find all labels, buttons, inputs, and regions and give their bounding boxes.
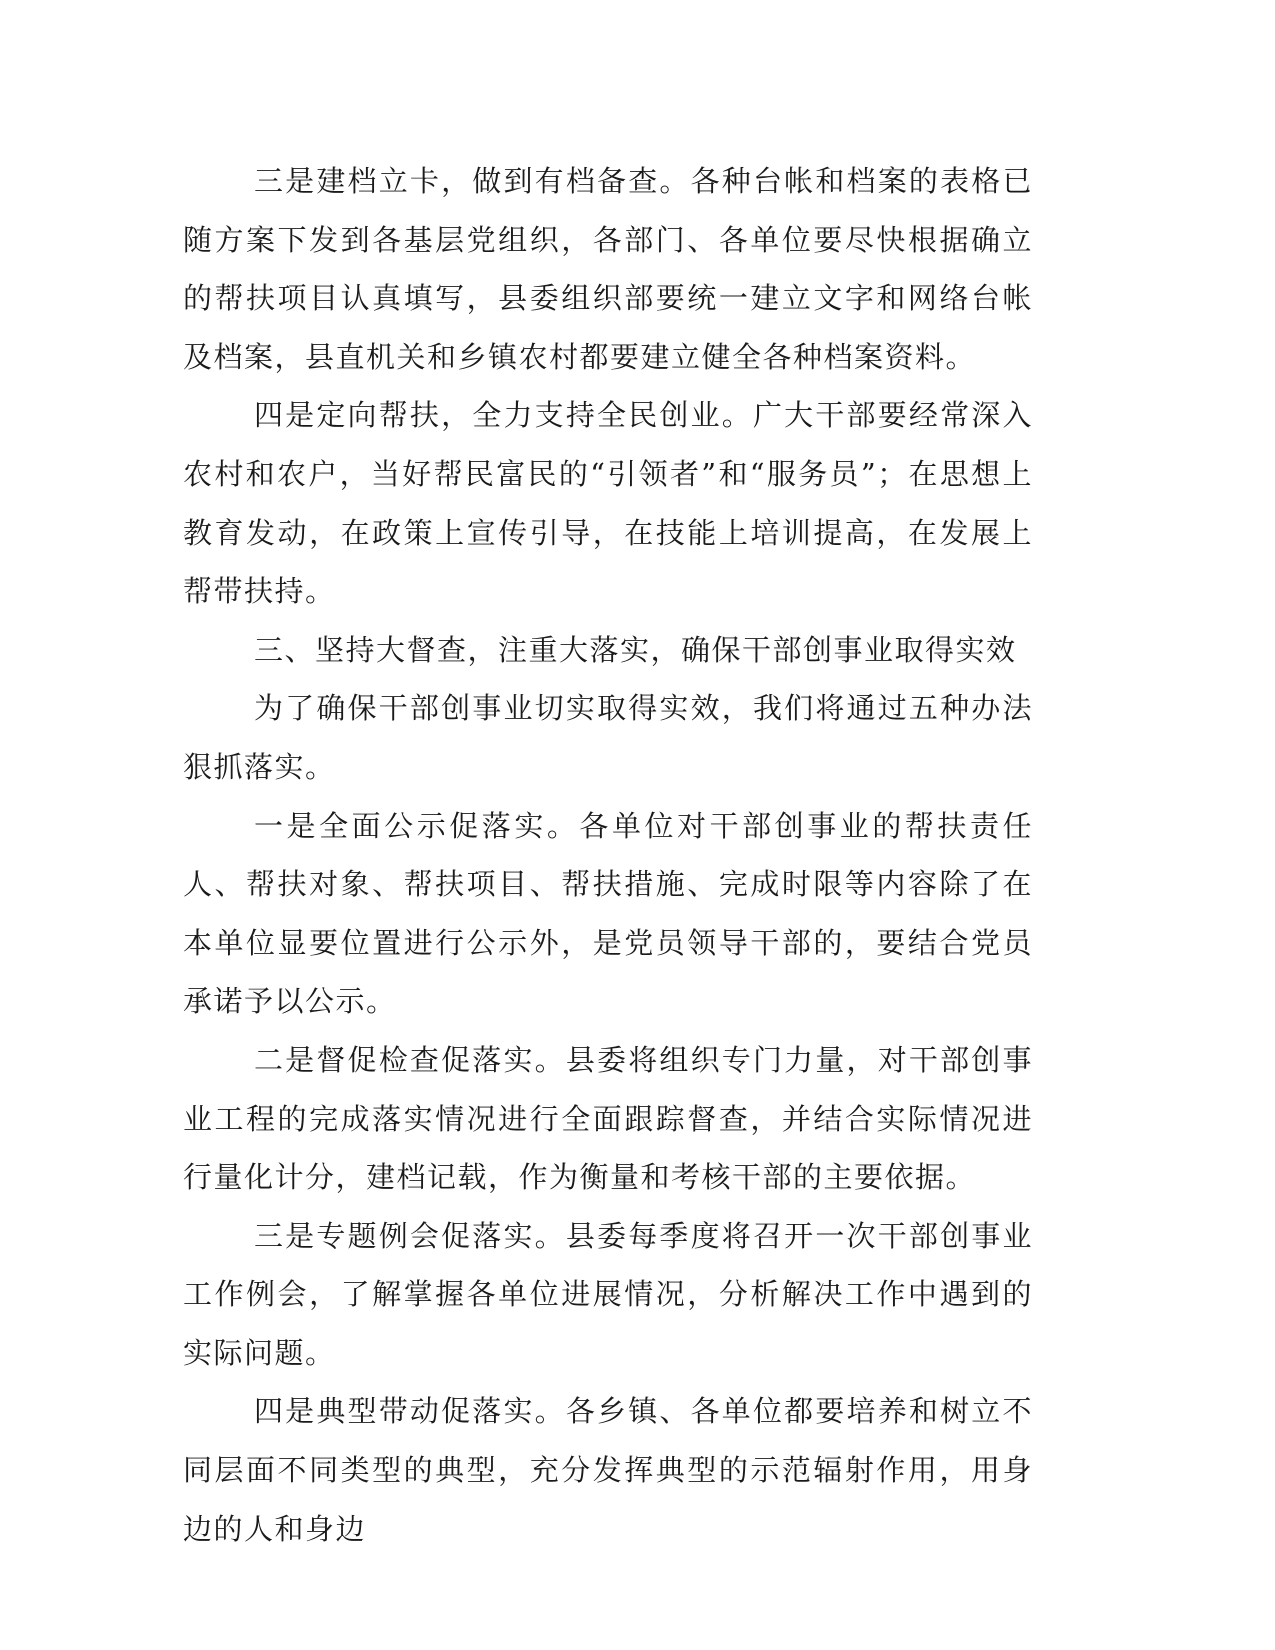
paragraph-five-methods: 为了确保干部创事业切实取得实效，我们将通过五种办法狠抓落实。 bbox=[183, 691, 1033, 784]
section-heading-supervision: 三、坚持大督查，注重大落实，确保干部创事业取得实效 bbox=[254, 632, 1017, 667]
paragraph-regular-meetings: 三是专题例会促落实。县委每季度将召开一次干部创事业工作例会，了解掌握各单位进展情况，分析解决工作中遇到的实际问题。 bbox=[183, 1218, 1033, 1370]
paragraph-inspection: 二是督促检查促落实。县委将组织专门力量，对干部创事业工程的完成落实情况进行全面跟踪督查，并结合实际情况进行量化计分，建档记载，作为衡量和考核干部的主要依据。 bbox=[183, 1042, 1033, 1195]
document-body bbox=[183, 152, 1033, 1558]
paragraph-targeted-assistance: 四是定向帮扶，全力支持全民创业。广大干部要经常深入农村和农户，当好帮民富民的“引领者”和“服务员”；在思想上教育发动，在政策上宣传引导，在技能上培训提高，在发展上帮带扶持。 bbox=[183, 398, 1033, 609]
paragraph-model-examples: 四是典型带动促落实。各乡镇、各单位都要培养和树立不同层面不同类型的典型，充分发挥典型的示范辐射作用，用身边的人和身边 bbox=[183, 1394, 1033, 1546]
paragraph-public-disclosure: 一是全面公示促落实。各单位对干部创事业的帮扶责任人、帮扶对象、帮扶项目、帮扶措施、完成时限等内容除了在本单位显要位置进行公示外，是党员领导干部的，要结合党员承诺予以公示。 bbox=[183, 808, 1033, 1019]
paragraph-archive-records: 三是建档立卡，做到有档备查。各种台帐和档案的表格已随方案下发到各基层党组织，各部门、各单位要尽快根据确立的帮扶项目认真填写，县委组织部要统一建立文字和网络台帐及档案，县直机关和乡镇农村都要建立健全各种档案资料。 bbox=[183, 164, 1033, 374]
